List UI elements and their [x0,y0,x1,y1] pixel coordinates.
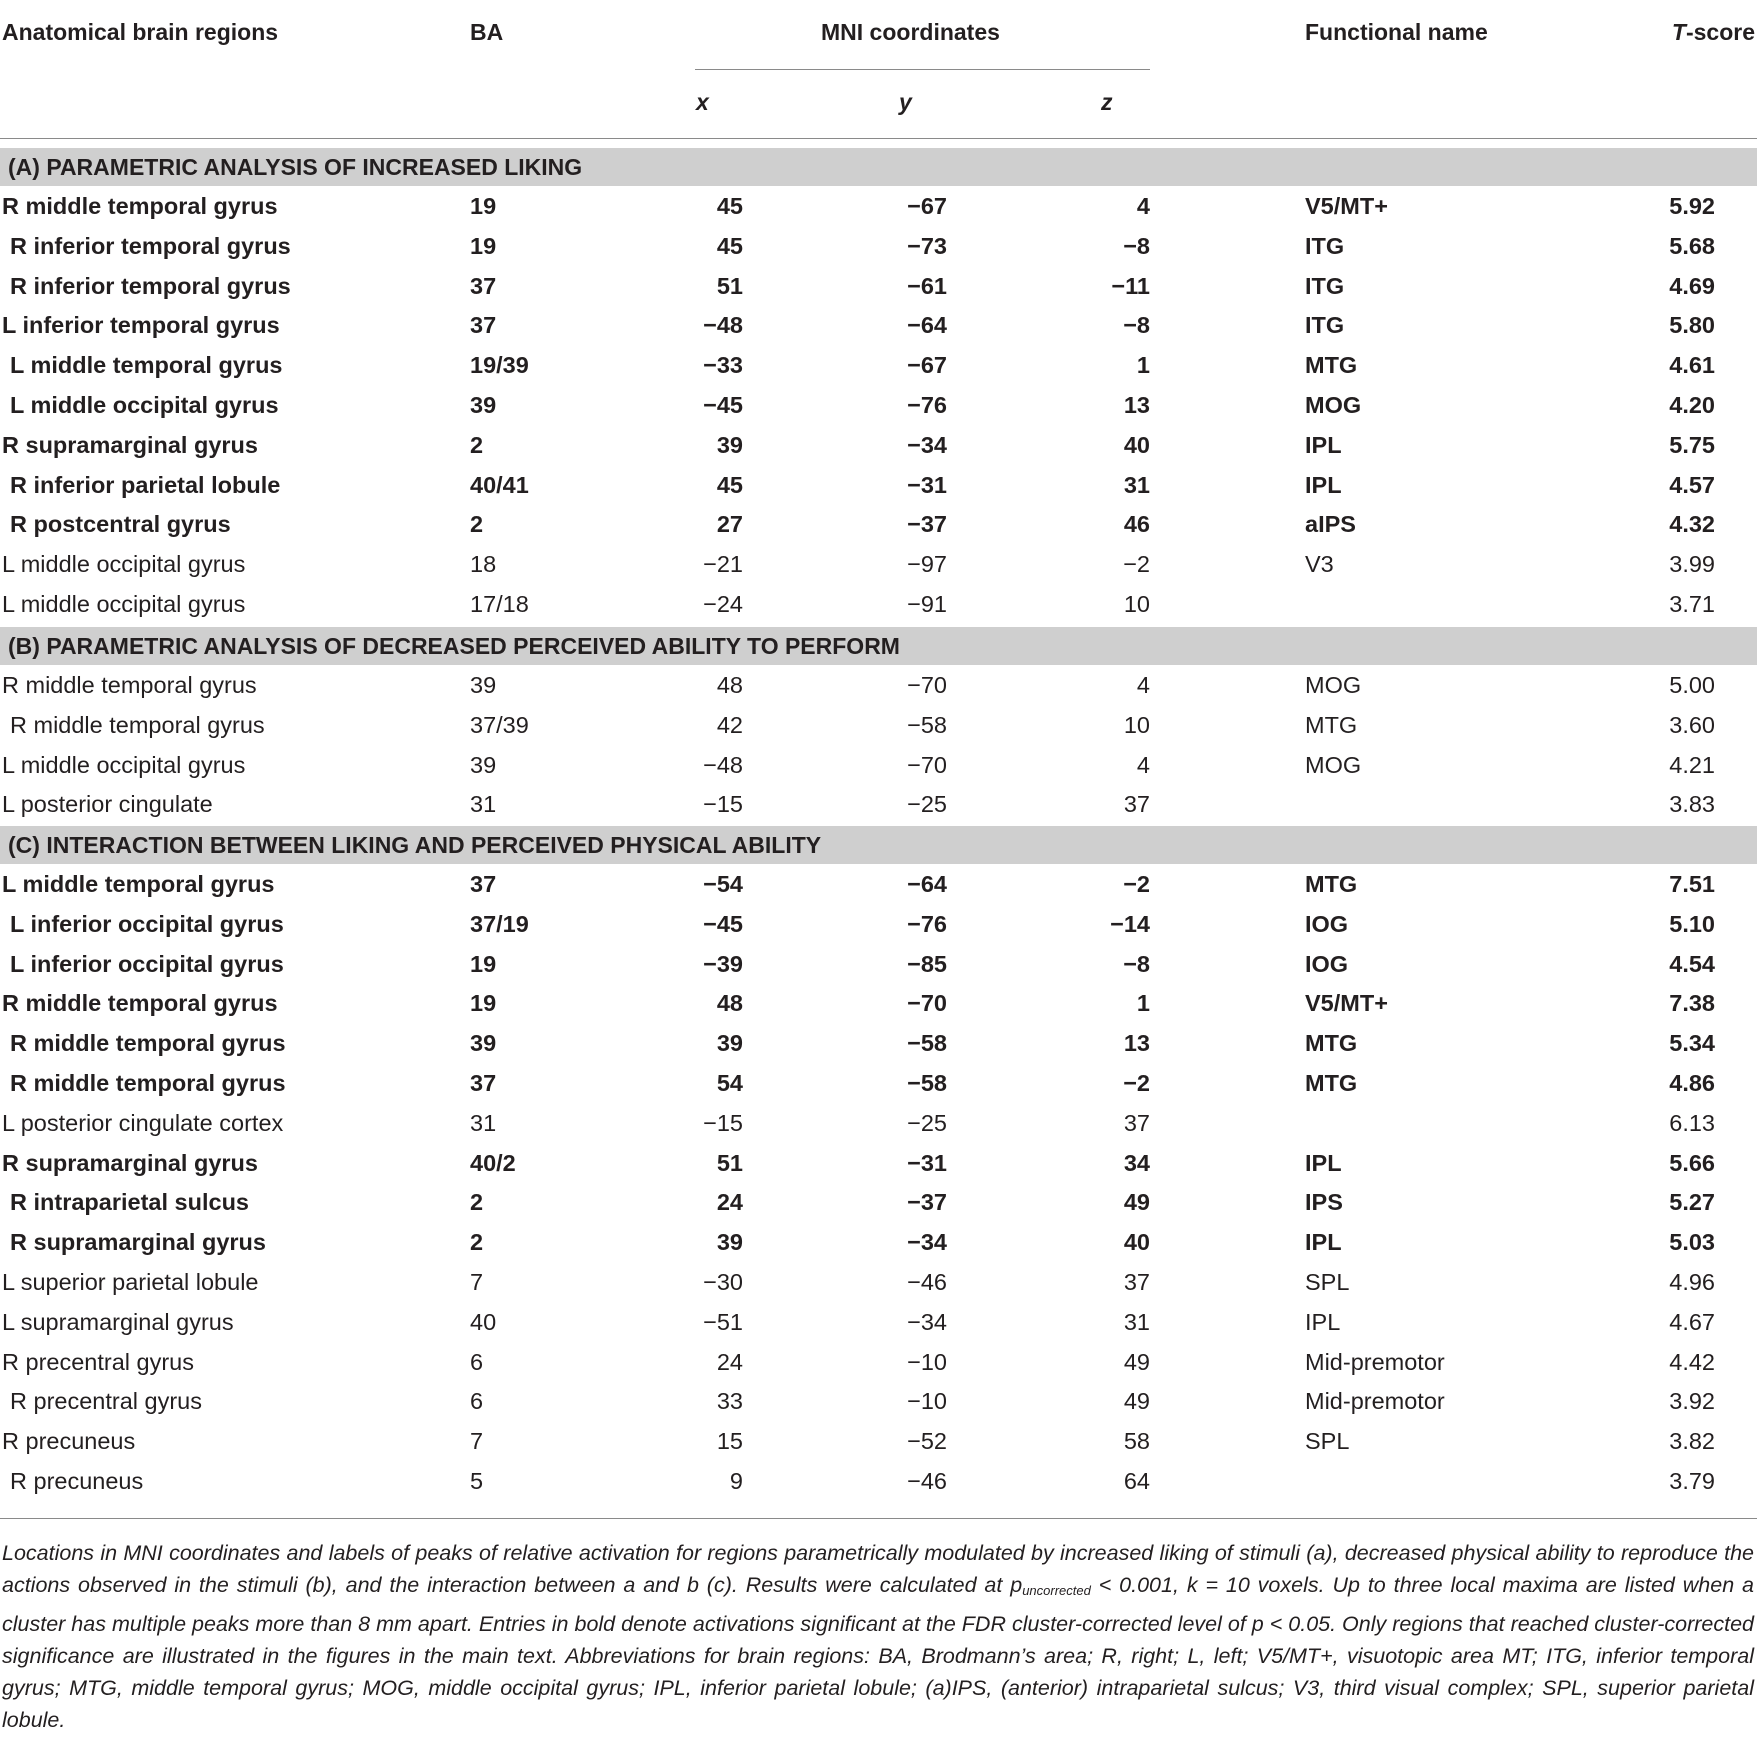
cell-region: R middle temporal gyrus [10,1070,286,1096]
cell-region: R precentral gyrus [10,1388,202,1415]
cell-functional-name: V3 [1305,551,1334,578]
header-y: y [899,89,912,115]
cell-y: −58 [907,1030,947,1057]
cell-functional-name: Mid-premotor [1305,1348,1445,1375]
cell-functional-name: aIPS [1305,511,1356,538]
table-row [0,266,1757,306]
cell-z: 1 [1136,352,1150,379]
cell-x: 33 [716,1388,743,1415]
cell-functional-name: MOG [1305,392,1362,418]
cell-functional-name: MTG [1305,711,1358,738]
cell-y: −73 [907,232,947,259]
cell-y: −34 [907,1308,947,1335]
cell-y: −37 [907,1189,947,1216]
cell-z: −2 [1123,871,1150,897]
cell-y: −70 [907,751,947,778]
cell-x: −54 [703,871,743,897]
header-t-score [1672,19,1755,46]
cell-z: 64 [1123,1468,1150,1494]
cell-y: −37 [907,511,947,538]
cell-region: L middle occipital gyrus [2,751,246,778]
cell-region: R supramarginal gyrus [2,1149,258,1176]
cell-x: 48 [716,990,743,1017]
table-row [0,1342,1757,1382]
cell-y: −70 [907,672,947,698]
cell-t-score: 7.38 [1669,990,1715,1017]
cell-x: 15 [716,1428,743,1455]
cell-region: L inferior temporal gyrus [2,312,280,339]
cell-t-score: 5.34 [1669,1030,1715,1057]
cell-y: −67 [907,193,947,219]
cell-region: L posterior cingulate cortex [2,1109,284,1136]
cell-t-score: 3.99 [1669,551,1715,578]
cell-x: 39 [716,431,743,458]
cell-x: −45 [703,392,743,418]
table-footnote [2,1537,1754,1737]
cell-region: R inferior temporal gyrus [10,272,291,299]
cell-t-score: 5.10 [1669,910,1715,937]
header-mni: MNI coordinates [821,19,1000,45]
cell-functional-name: MOG [1305,751,1362,778]
cell-ba: 37 [470,1070,497,1096]
cell-ba: 2 [470,1229,484,1256]
cell-functional-name: IOG [1305,910,1349,937]
table-row [0,345,1757,385]
cell-ba: 6 [470,1388,484,1415]
cell-t-score: 3.83 [1669,791,1715,818]
table-row [0,504,1757,544]
section-header [0,148,1757,186]
cell-region: L supramarginal gyrus [2,1308,234,1335]
cell-y: −85 [907,950,947,977]
cell-z: 49 [1123,1388,1150,1415]
cell-ba: 7 [470,1269,484,1295]
cell-functional-name: Mid-premotor [1305,1388,1445,1415]
cell-region: L posterior cingulate [2,791,213,818]
cell-region: R precuneus [10,1468,144,1494]
cell-ba: 19 [470,193,497,219]
cell-region: R supramarginal gyrus [10,1229,266,1256]
cell-z: 40 [1123,1229,1150,1256]
cell-region: R middle temporal gyrus [10,711,265,738]
cell-ba: 37 [470,871,497,897]
header-ba: BA [470,19,504,45]
table-row [0,425,1757,465]
cell-y: −58 [907,1070,947,1096]
section-title: (B) PARAMETRIC ANALYSIS OF DECREASED PERCEIVED ABILITY TO PERFORM [8,633,900,659]
table-row [0,465,1757,505]
cell-functional-name: ITG [1305,312,1345,339]
cell-z: 4 [1136,751,1150,778]
table-row [0,784,1757,824]
cell-x: −51 [703,1308,743,1335]
cell-t-score: 3.82 [1669,1428,1715,1455]
cell-region: L middle occipital gyrus [10,392,279,418]
cell-y: −10 [907,1388,947,1415]
cell-functional-name: SPL [1305,1269,1350,1295]
cell-region: L middle occipital gyrus [2,551,246,578]
cell-t-score: 4.20 [1669,392,1715,418]
cell-y: −64 [907,871,947,897]
cell-ba: 40/2 [470,1149,516,1176]
cell-t-score: 4.69 [1669,272,1715,299]
table-row [0,745,1757,785]
cell-functional-name: ITG [1305,232,1345,259]
cell-ba: 7 [470,1428,484,1455]
table-row [0,1222,1757,1262]
cell-functional-name: IPS [1305,1189,1343,1216]
cell-y: −46 [907,1468,947,1494]
cell-t-score: 4.32 [1669,511,1715,538]
cell-x: −39 [703,950,743,977]
cell-ba: 39 [470,392,497,418]
cell-z: 34 [1123,1149,1150,1176]
table-row [0,226,1757,266]
cell-y: −61 [907,272,947,299]
mni-divider [695,69,1150,70]
cell-x: 9 [729,1468,743,1494]
table-row [0,864,1757,904]
cell-z: 10 [1123,591,1150,617]
cell-region: L inferior occipital gyrus [10,910,284,937]
cell-y: −67 [907,352,947,379]
cell-functional-name: MTG [1305,1070,1358,1096]
section-title: (C) INTERACTION BETWEEN LIKING AND PERCEIVED PHYSICAL ABILITY [8,832,822,858]
cell-t-score: 7.51 [1669,871,1715,897]
cell-region: L middle occipital gyrus [2,591,246,617]
cell-functional-name: V5/MT+ [1305,990,1388,1017]
cell-region: R middle temporal gyrus [10,1030,286,1057]
cell-x: −30 [703,1269,743,1295]
cell-z: −8 [1123,950,1150,977]
cell-x: 45 [716,193,743,219]
cell-region: R supramarginal gyrus [2,431,258,458]
cell-ba: 19/39 [470,352,529,379]
header-t-letter: T [1671,19,1686,45]
table-row [0,584,1757,624]
table-row [0,1143,1757,1183]
cell-z: 1 [1136,990,1150,1017]
cell-y: −76 [907,392,947,418]
cell-z: 37 [1123,791,1150,818]
cell-x: −33 [703,352,743,379]
cell-z: −8 [1123,232,1150,259]
cell-x: 39 [716,1229,743,1256]
cell-y: −64 [907,312,947,339]
cell-functional-name: IOG [1305,950,1349,977]
table-row [0,983,1757,1023]
cell-z: 10 [1123,711,1150,738]
cell-z: −2 [1123,1070,1150,1096]
cell-t-score: 5.75 [1669,431,1715,458]
cell-ba: 37 [470,272,497,299]
cell-z: 13 [1123,1030,1150,1057]
cell-functional-name: V5/MT+ [1305,193,1388,219]
cell-region: L superior parietal lobule [2,1269,259,1295]
cell-x: 45 [716,232,743,259]
table-row [0,705,1757,745]
table-row [0,1103,1757,1143]
cell-region: R inferior parietal lobule [10,471,281,498]
cell-t-score: 4.67 [1669,1308,1715,1335]
cell-z: −8 [1123,312,1150,339]
table-row [0,1063,1757,1103]
cell-region: R postcentral gyrus [10,511,231,538]
cell-t-score: 5.03 [1669,1229,1715,1256]
cell-ba: 40/41 [470,471,529,498]
cell-ba: 19 [470,990,497,1017]
table-row [0,1182,1757,1222]
cell-z: 37 [1123,1109,1150,1136]
cell-functional-name: IPL [1305,1149,1342,1176]
cell-x: 24 [716,1348,743,1375]
cell-t-score: 3.71 [1669,591,1715,617]
cell-ba: 39 [470,672,497,698]
cell-y: −46 [907,1269,947,1295]
cell-y: −91 [907,591,947,617]
cell-t-score: 4.61 [1669,352,1715,379]
table-row [0,1461,1757,1501]
cell-x: 39 [716,1030,743,1057]
cell-ba: 2 [470,511,484,538]
table-row [0,1262,1757,1302]
cell-t-score: 4.54 [1669,950,1715,977]
cell-x: −45 [703,910,743,937]
cell-y: −10 [907,1348,947,1375]
cell-functional-name: ITG [1305,272,1345,299]
cell-x: −48 [703,312,743,339]
cell-z: −14 [1110,910,1150,937]
cell-region: R middle temporal gyrus [2,990,278,1017]
cell-y: −25 [907,791,947,818]
cell-x: 48 [716,672,743,698]
cell-y: −76 [907,910,947,937]
cell-ba: 19 [470,232,497,259]
cell-region: R precentral gyrus [2,1348,194,1375]
cell-x: 51 [716,272,743,299]
header-x: x [696,89,709,115]
footnote-text-2: < 0.001, k = 10 voxels. Up to three local maxima are listed when a cluster has multiple peaks more than 8 mm apart. Entries in bold denote activations significant at the FDR cluster-corrected level of p < 0.05. Only regions that reached cluster-corrected significance are illustrated in the figures in the main text. Abbreviations for brain regions: BA, Brodmann’s area; R, right; L, left; V5/MT+, visuotopic area MT; ITG, inferior temporal gyrus; MTG, middle temporal gyrus; MOG, middle occipital gyrus; IPL, inferior parietal lobule; (a)IPS, (anterior) intraparietal sulcus; V3, third visual complex; SPL, superior parietal lobule. [2,1573,1754,1733]
cell-ba: 37 [470,312,497,339]
cell-region: L inferior occipital gyrus [10,950,284,977]
cell-region: R intraparietal sulcus [10,1189,249,1216]
section-header [0,627,1757,665]
footnote-subscript: uncorrected [1022,1583,1091,1599]
cell-ba: 31 [470,1109,497,1136]
cell-y: −97 [907,551,947,578]
cell-t-score: 5.66 [1669,1149,1715,1176]
cell-z: 4 [1136,193,1150,219]
table-row [0,1421,1757,1461]
cell-y: −31 [907,471,947,498]
cell-z: 49 [1123,1348,1150,1375]
cell-ba: 31 [470,791,497,818]
table-row [0,1023,1757,1063]
table-row [0,944,1757,984]
cell-y: −34 [907,1229,947,1256]
cell-ba: 40 [470,1308,497,1335]
table-row [0,904,1757,944]
cell-x: 54 [716,1070,743,1096]
cell-ba: 18 [470,551,497,578]
cell-y: −34 [907,431,947,458]
table-row [0,665,1757,705]
cell-y: −58 [907,711,947,738]
cell-t-score: 4.96 [1669,1269,1715,1295]
header-functional: Functional name [1305,19,1488,45]
cell-t-score: 3.79 [1669,1468,1715,1494]
header-region: Anatomical brain regions [2,19,279,45]
cell-z: 49 [1123,1189,1150,1216]
table-bottom-rule [0,1518,1757,1519]
cell-t-score: 5.68 [1669,232,1715,259]
cell-functional-name: IPL [1305,431,1342,458]
cell-t-score: 4.86 [1669,1070,1715,1096]
cell-functional-name: MOG [1305,672,1362,698]
cell-z: 4 [1136,672,1150,698]
cell-x: 51 [716,1149,743,1176]
cell-ba: 37/19 [470,910,529,937]
cell-region: L middle temporal gyrus [10,352,283,379]
cell-region: R middle temporal gyrus [2,672,257,698]
cell-y: −70 [907,990,947,1017]
cell-x: 27 [716,511,743,538]
cell-y: −31 [907,1149,947,1176]
cell-x: −24 [703,591,743,617]
cell-functional-name: MTG [1305,352,1358,379]
cell-t-score: 6.13 [1669,1109,1715,1136]
cell-x: 42 [716,711,743,738]
cell-region: R middle temporal gyrus [2,193,278,219]
cell-t-score: 5.00 [1669,672,1715,698]
header-z: z [1101,89,1113,115]
cell-region: L middle temporal gyrus [2,871,275,897]
section-title: (A) PARAMETRIC ANALYSIS OF INCREASED LIKING [8,154,583,180]
cell-t-score: 3.92 [1669,1388,1715,1415]
table-row [0,385,1757,425]
header-bottom-rule [0,138,1757,139]
table-row [0,305,1757,345]
cell-functional-name: IPL [1305,1308,1341,1335]
cell-t-score: 4.57 [1669,471,1715,498]
cell-z: 31 [1123,1308,1150,1335]
cell-x: 45 [716,471,743,498]
cell-x: −15 [703,791,743,818]
cell-ba: 19 [470,950,497,977]
cell-functional-name: MTG [1305,1030,1358,1057]
cell-t-score: 5.92 [1669,193,1715,219]
cell-functional-name: IPL [1305,1229,1342,1256]
cell-region: R inferior temporal gyrus [10,232,291,259]
cell-ba: 37/39 [470,711,529,738]
cell-t-score: 5.27 [1669,1189,1715,1216]
cell-x: −21 [703,551,743,578]
cell-z: 13 [1123,392,1150,418]
cell-region: R precuneus [2,1428,136,1455]
cell-y: −52 [907,1428,947,1455]
cell-ba: 17/18 [470,591,529,617]
cell-z: 58 [1123,1428,1150,1455]
cell-functional-name: IPL [1305,471,1342,498]
table-row [0,1302,1757,1342]
cell-ba: 2 [470,431,484,458]
cell-x: 24 [716,1189,743,1216]
cell-ba: 6 [470,1348,484,1375]
cell-ba: 2 [470,1189,484,1216]
cell-t-score: 3.60 [1669,711,1715,738]
table-row [0,1381,1757,1421]
cell-ba: 5 [470,1468,484,1494]
cell-ba: 39 [470,751,497,778]
cell-y: −25 [907,1109,947,1136]
header-t-suffix: -score [1685,19,1755,45]
cell-z: 37 [1123,1269,1150,1295]
cell-ba: 39 [470,1030,497,1057]
cell-t-score: 4.21 [1669,751,1715,778]
cell-z: 40 [1123,431,1150,458]
cell-functional-name: MTG [1305,871,1358,897]
cell-z: 31 [1123,471,1150,498]
table-row [0,186,1757,226]
cell-z: 46 [1123,511,1150,538]
cell-x: −15 [703,1109,743,1136]
cell-t-score: 4.42 [1669,1348,1715,1375]
cell-functional-name: SPL [1305,1428,1350,1455]
footnote-text-1: Locations in MNI coordinates and labels of peaks of relative activation for regions parametrically modulated by increased liking of stimuli (a), decreased physical ability to reproduce the actions observed in the stimuli (b), and the interaction between a and b (c). Results were calculated at p [2,1541,1754,1598]
cell-z: −2 [1123,551,1150,578]
table-row [0,544,1757,584]
cell-t-score: 5.80 [1669,312,1715,339]
section-header [0,826,1757,864]
cell-x: −48 [703,751,743,778]
cell-z: −11 [1111,272,1150,299]
